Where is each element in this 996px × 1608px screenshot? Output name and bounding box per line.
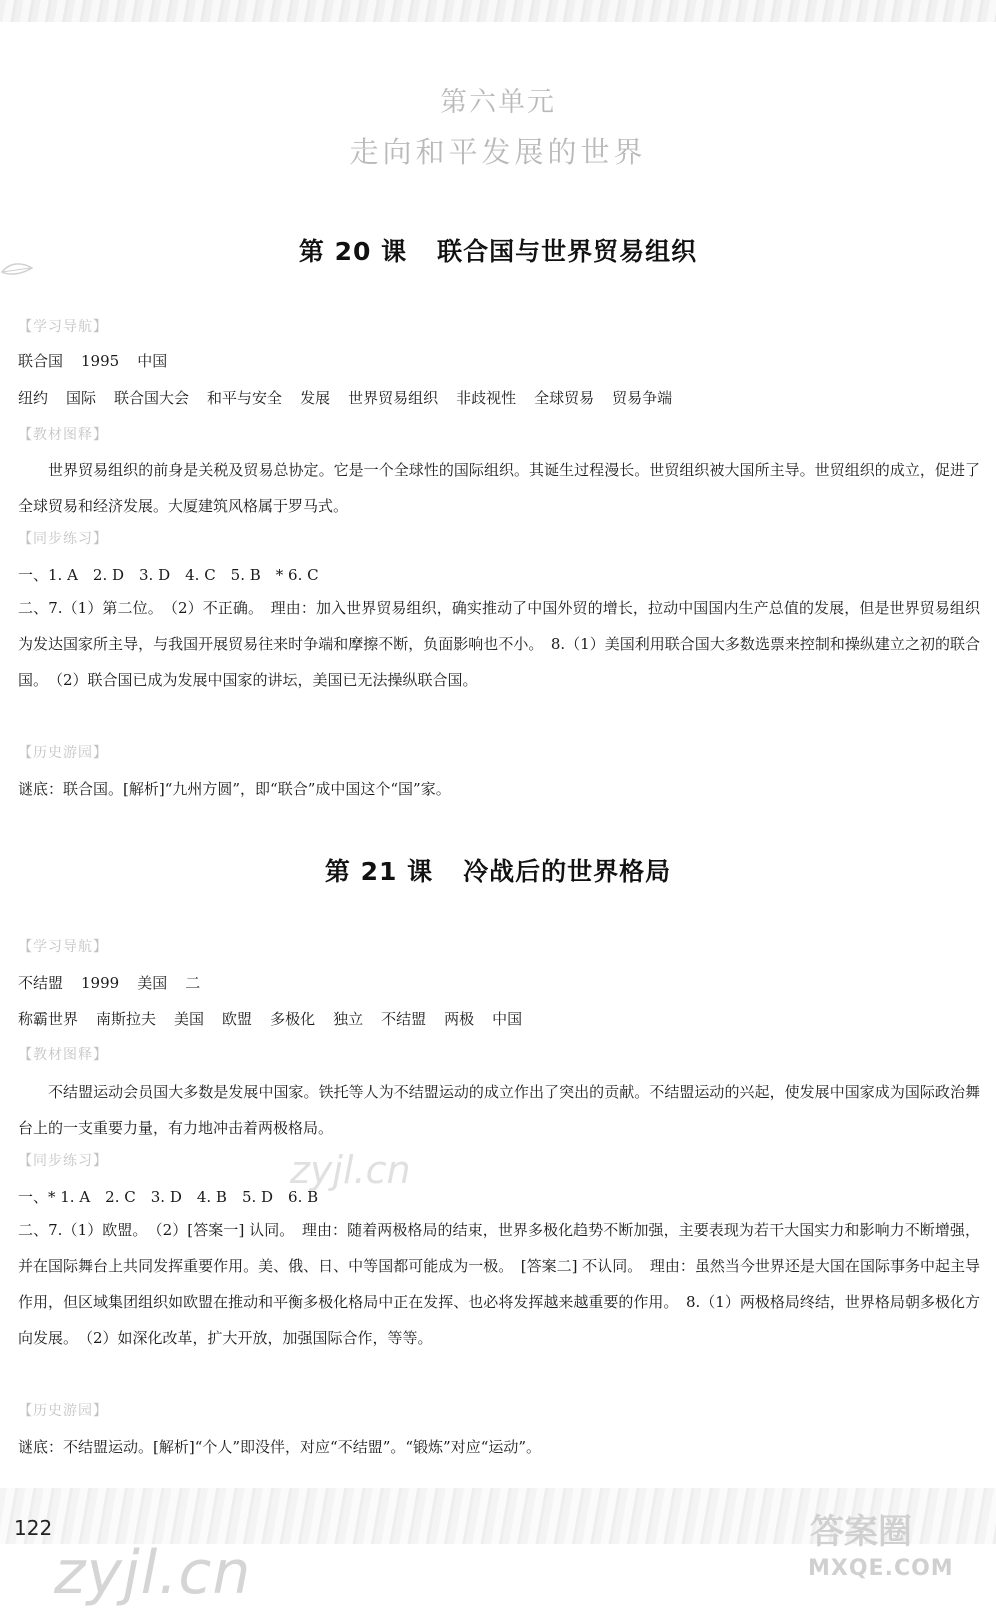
lesson-21-figure-tag: 【教材图释】	[18, 1047, 108, 1063]
unit-number: 第六单元	[440, 87, 556, 118]
lesson-21-figure-text: 不结盟运动会员国大多数是发展中国家。铁托等人为不结盟运动的成立作出了突出的贡献。不结盟运动的兴起，使发展中国家成为国际政治舞台上的一支重要力量，有力地冲击着两极格局。	[18, 1083, 980, 1137]
lesson-20-guide-tag: 【学习导航】	[18, 319, 108, 335]
guide-term: 南斯拉夫	[96, 1010, 157, 1028]
lesson-21-guide-tag: 【学习导航】	[18, 939, 108, 955]
lesson-21-guide-row-1	[18, 972, 978, 994]
guide-term: 1995	[81, 352, 120, 370]
lesson-21-practice-tag: 【同步练习】	[18, 1153, 108, 1169]
watermark-domain: MXQE.COM	[808, 1556, 954, 1581]
lesson-20-name: 联合国与世界贸易组织	[437, 237, 698, 266]
lesson-21-game-tag: 【历史游园】	[18, 1403, 108, 1419]
lesson-21-name: 冷战后的世界格局	[463, 857, 672, 886]
watermark-site-bottom: zyjl.cn	[54, 1538, 252, 1608]
guide-term: 全球贸易	[534, 389, 595, 407]
unit-title: 走向和平发展的世界	[349, 135, 647, 169]
lesson-21-title	[0, 852, 996, 888]
lesson-21-guide-row-2	[18, 1008, 978, 1030]
lesson-21-practice-1: 一、* 1. A 2. C 3. D 4. B 5. D 6. B	[18, 1188, 319, 1206]
guide-term: 不结盟	[381, 1010, 427, 1028]
lesson-20-number: 第 20 课	[298, 237, 408, 266]
guide-term: 称霸世界	[18, 1010, 79, 1028]
lesson-20-guide-row-1	[18, 350, 978, 372]
top-decorative-band	[0, 0, 996, 22]
guide-term: 美国	[137, 974, 168, 992]
page-number: 122	[14, 1516, 53, 1540]
lesson-20-practice-2: 二、7.（1）第二位。 （2）不正确。 理由：加入世界贸易组织，确实推动了中国外贸的增长，拉动中国国内生产总值的发展，但是世界贸易组织为发达国家所主导，与我国开展贸易往来时争端和摩擦不断，负面影响也不小。 8.（1）美国利用联合国大多数选票来控制和操纵建立之初的联合国。 （2）联合国已成为发展中国家的讲坛，美国已无法操纵联合国。	[18, 599, 980, 689]
guide-term: 纽约	[18, 389, 49, 407]
watermark-brand: 答案圈	[810, 1512, 912, 1552]
lesson-20-game-tag: 【历史游园】	[18, 745, 108, 761]
lesson-20-guide-row-2	[18, 387, 978, 409]
lesson-20-figure-text: 世界贸易组织的前身是关税及贸易总协定。它是一个全球性的国际组织。其诞生过程漫长。世贸组织被大国所主导。世贸组织的成立，促进了全球贸易和经济发展。大厦建筑风格属于罗马式。	[18, 461, 980, 515]
guide-term: 发展	[300, 389, 331, 407]
lesson-21-number: 第 21 课	[324, 857, 434, 886]
lesson-20-title	[0, 232, 996, 268]
guide-term: 中国	[137, 352, 168, 370]
guide-term: 非歧视性	[456, 389, 517, 407]
guide-term: 和平与安全	[207, 389, 283, 407]
guide-term: 联合国	[18, 352, 64, 370]
guide-term: 两极	[444, 1010, 475, 1028]
watermark-site-mid: zyjl.cn	[290, 1148, 411, 1192]
guide-term: 独立	[333, 1010, 364, 1028]
guide-term: 多极化	[270, 1010, 316, 1028]
lesson-20-game-text: 谜底：联合国。[解析]“九州方圆”，即“联合”成中国这个“国”家。	[18, 780, 451, 798]
guide-term: 不结盟	[18, 974, 64, 992]
lesson-20-practice-tag: 【同步练习】	[18, 531, 108, 547]
guide-term: 美国	[174, 1010, 205, 1028]
guide-term: 国际	[66, 389, 97, 407]
guide-term: 联合国大会	[114, 389, 190, 407]
guide-term: 贸易争端	[612, 389, 673, 407]
guide-term: 1999	[81, 974, 120, 992]
lesson-20-figure-tag: 【教材图释】	[18, 427, 108, 443]
guide-term: 中国	[492, 1010, 523, 1028]
lesson-21-practice-2: 二、7.（1）欧盟。 （2）[答案一] 认同。 理由：随着两极格局的结束，世界多极化趋势不断加强，主要表现为若干大国实力和影响力不断增强，并在国际舞台上共同发挥重要作用。美、俄、日、中等国都可能成为一极。 [答案二] 不认同。 理由：虽然当今世界还是大国在国际事务中起主导作用，但区域集团组织如欧盟在推动和平衡多极化格局中正在发挥、也必将发挥越来越重要的作用。 8.（1）两极格局终结，世界格局朝多极化方向发展。 （2）如深化改革，扩大开放，加强国际合作，等等。	[18, 1221, 980, 1347]
guide-term: 欧盟	[222, 1010, 253, 1028]
guide-term: 二	[185, 974, 201, 992]
lesson-20-practice-1: 一、1. A 2. D 3. D 4. C 5. B * 6. C	[18, 566, 319, 584]
lesson-21-game-text: 谜底：不结盟运动。[解析]“个人”即没伴，对应“不结盟”。“锻炼”对应“运动”。	[18, 1438, 542, 1456]
guide-term: 世界贸易组织	[348, 389, 439, 407]
